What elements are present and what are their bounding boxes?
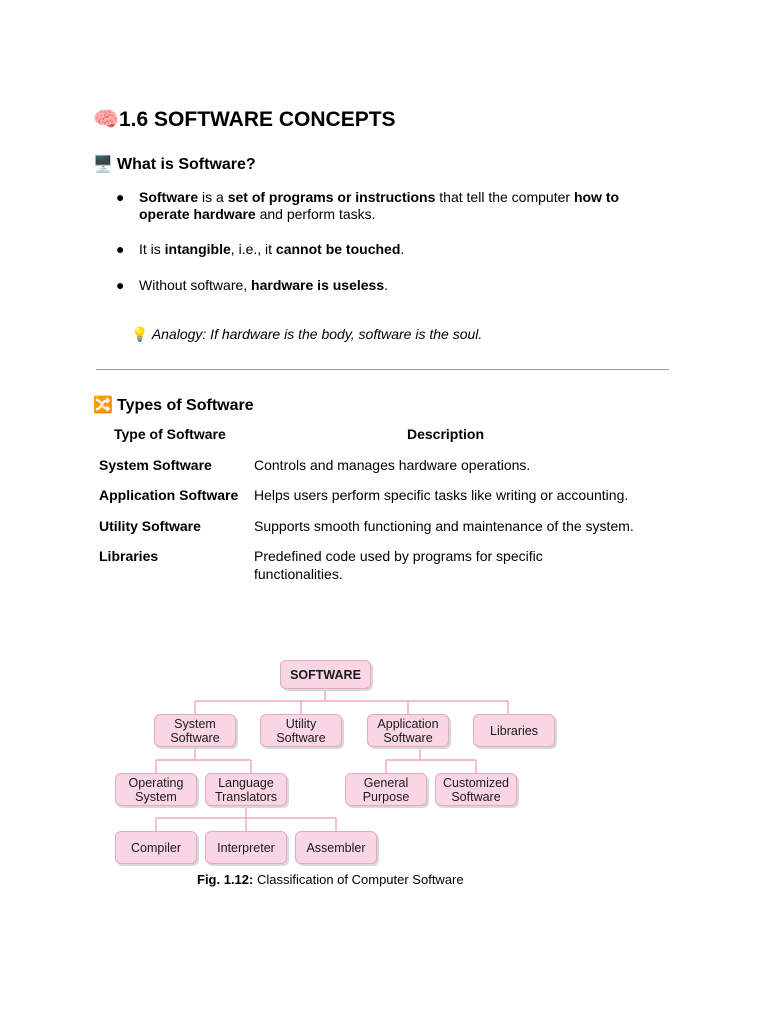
bullet-text-segment: , i.e., it <box>230 241 276 257</box>
table-cell-description: Controls and manages hardware operations. <box>254 457 531 473</box>
bullet-bold-text: intangible <box>164 241 231 257</box>
figure-caption <box>197 872 464 887</box>
table-header-type: Type of Software <box>114 426 226 442</box>
bullet-text-segment: . <box>384 277 389 293</box>
bullet-dot-icon: ● <box>116 241 125 257</box>
bullet-text-segment: that tell the computer <box>435 189 574 205</box>
figure-caption-text: Classification of Computer Software <box>253 872 464 887</box>
lightbulb-icon: 💡 <box>131 326 149 342</box>
computer-icon: 🖥️ <box>93 156 113 173</box>
table-cell-name: Application Software <box>99 487 239 503</box>
node-application-software: Application Software <box>367 714 449 747</box>
table-cell-description: Supports smooth functioning and maintenance of the system. <box>254 518 634 534</box>
node-interpreter: Interpreter <box>205 831 287 864</box>
bullet-text-segment: Without software, <box>139 277 252 293</box>
bullet-text-segment: . <box>400 241 405 257</box>
table-header-description: Description <box>407 426 485 442</box>
bullet-dot-icon: ● <box>116 189 125 205</box>
node-utility-software: Utility Software <box>260 714 342 747</box>
bullet-bold-text: how to operate hardware <box>139 189 620 222</box>
table-cell-name: System Software <box>99 457 212 473</box>
brain-icon: 🧠 <box>93 108 120 131</box>
bullet-text-segment: It is <box>139 241 165 257</box>
figure-caption-label: Fig. 1.12: <box>197 872 254 887</box>
table-cell-description: Predefined code used by programs for specific functionalities. <box>254 548 543 582</box>
bullet-dot-icon: ● <box>116 277 125 293</box>
table-cell-name: Libraries <box>99 548 159 564</box>
node-libraries: Libraries <box>473 714 555 747</box>
bullet-text-segment: is a <box>198 189 228 205</box>
bullet-bold-text: Software <box>139 189 199 205</box>
what-is-software-heading-text: What is Software? <box>117 156 256 173</box>
node-assembler: Assembler <box>295 831 377 864</box>
bullet-bold-text: hardware is useless <box>251 277 385 293</box>
node-customized-software: Customized Software <box>435 773 517 806</box>
shuffle-icon: 🔀 <box>93 397 113 414</box>
node-operating-system: Operating System <box>115 773 197 806</box>
bullet-bold-text: set of programs or instructions <box>227 189 436 205</box>
bullet-text-segment: and perform tasks. <box>255 206 376 222</box>
node-software: SOFTWARE <box>280 660 371 689</box>
page-title-text: 1.6 SOFTWARE CONCEPTS <box>119 108 396 131</box>
node-system-software: System Software <box>154 714 236 747</box>
table-cell-name: Utility Software <box>99 518 201 534</box>
analogy-text: Analogy: If hardware is the body, software is the soul. <box>151 326 483 342</box>
node-language-translators: Language Translators <box>205 773 287 806</box>
table-cell-description: Helps users perform specific tasks like writing or accounting. <box>254 487 629 503</box>
node-general-purpose: General Purpose <box>345 773 427 806</box>
node-compiler: Compiler <box>115 831 197 864</box>
bullet-bold-text: cannot be touched <box>275 241 401 257</box>
types-heading-text: Types of Software <box>117 397 254 414</box>
